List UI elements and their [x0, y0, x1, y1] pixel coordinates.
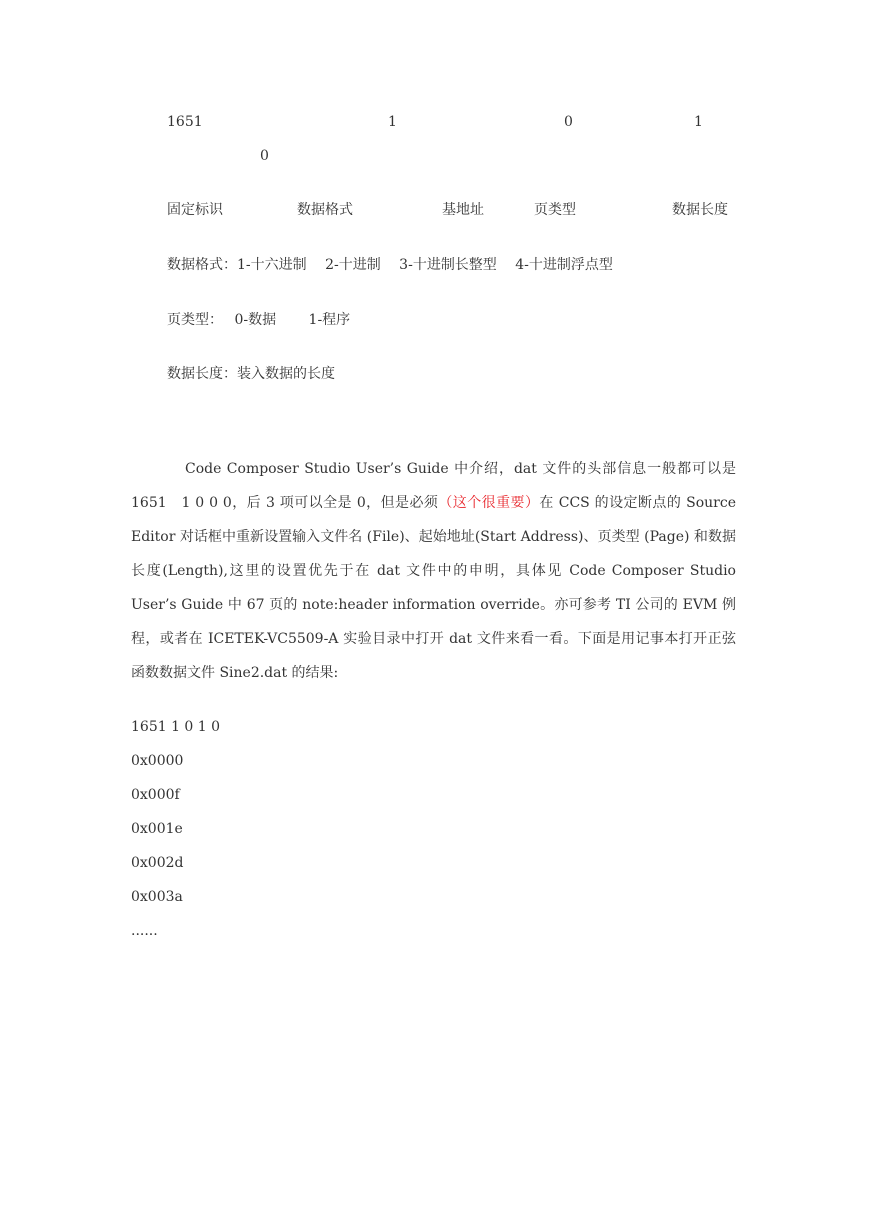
- label-page-type: 页类型: [534, 202, 576, 218]
- label-base-address: 基地址: [442, 202, 484, 218]
- file-listing-line: 0x002d: [131, 855, 184, 871]
- file-listing: [131, 710, 220, 948]
- definition-page-type: 页类型： 0-数据 1-程序: [167, 312, 351, 328]
- header-value-page-type: 1: [694, 114, 703, 130]
- guide-paragraph-part1: Code Composer Studio User’s Guide 中介绍，dat 文件的头部信息一般都可以是 1651 1 0 0 0，后 3 项可以全是 0，但是必须: [131, 461, 736, 511]
- label-data-length: 数据长度: [672, 202, 728, 218]
- file-listing-line: 0x003a: [131, 889, 183, 905]
- file-listing-line: 0x0000: [131, 753, 184, 769]
- file-listing-header: 1651 1 0 1 0: [131, 719, 221, 735]
- label-fixed-id: 固定标识: [167, 202, 223, 218]
- header-value-data-format: 1: [388, 114, 397, 130]
- definition-data-length: 数据长度：装入数据的长度: [167, 366, 335, 382]
- header-value-base-address: 0: [564, 114, 573, 130]
- definition-data-format: 数据格式：1-十六进制 2-十进制 3-十进制长整型 4-十进制浮点型: [167, 257, 613, 273]
- label-data-format: 数据格式: [297, 202, 353, 218]
- header-value-fixed-id: 1651: [167, 114, 203, 130]
- header-value-data-length: 0: [260, 148, 269, 164]
- file-listing-line: 0x000f: [131, 787, 180, 803]
- file-listing-line: 0x001e: [131, 821, 183, 837]
- guide-paragraph: [131, 452, 736, 690]
- guide-paragraph-part2: 在 CCS 的设定断点的 Source Editor 对话框中重新设置输入文件名 (File)、起始地址(Start Address)、页类型 (Page) 和数据长度(Length),这里的设置优先于在 dat 文件中的申明，具体见 Code Composer Studio User’s Guide 中 67 页的 note:header information override。亦可参考 TI 公司的 EVM 例程，或者在 ICETEK-VC5509-A 实验目录中打开 dat 文件来看一看。下面是用记事本打开正弦函数数据文件 Sine2.dat 的结果:: [131, 495, 736, 681]
- guide-paragraph-emphasis: （这个很重要）: [438, 495, 540, 511]
- file-listing-ellipsis: ......: [131, 923, 158, 939]
